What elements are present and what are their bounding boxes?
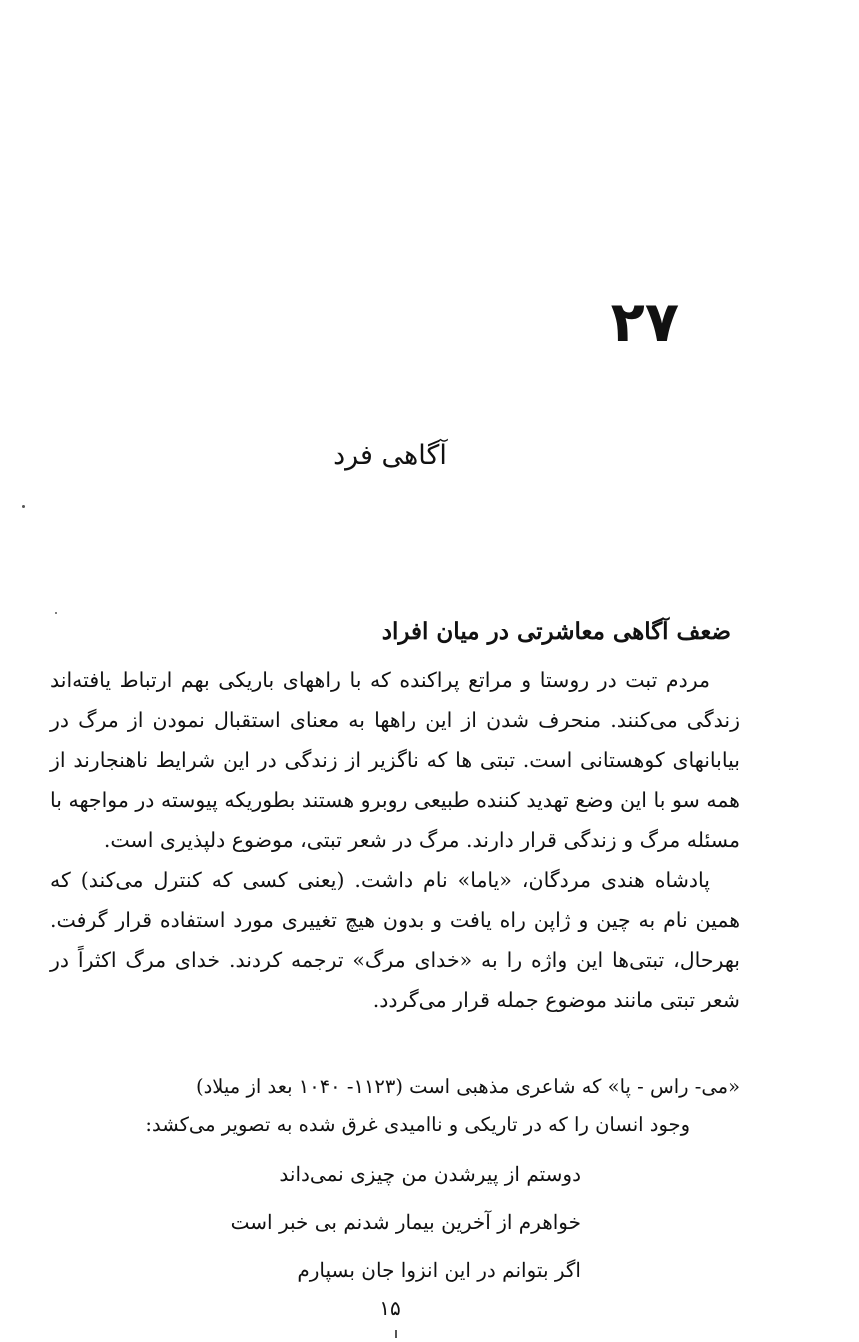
poem-line: خواهرم از آخرین بیمار شدنم بی خبر است	[230, 1210, 581, 1234]
chapter-number: ۲۷	[610, 290, 679, 355]
paragraph: مردم تبت در روستا و مراتع پراکنده که با راههای باریکی بهم ارتباط یافته‌اند زندگی می‌کنند. منحرف شدن از این راهها به معنای استقبال نمودن از مرگ در بیابانهای کوهستانی است. تبتی ها که ناگزیر از زندگی در این شرایط ناهنجارند از همه سو با این وضع تهدید کننده طبیعی روبرو هستند بطوریکه پیوسته در مواجهه با مسئله مرگ و زندگی قرار دارند. مرگ در شعر تبتی، موضوع دلپذیری است.	[50, 668, 740, 852]
poem-intro-line: «می- راس - پا» که شاعری مذهبی است (۱۱۲۳- ۱۰۴۰ بعد از میلاد)	[196, 1075, 740, 1098]
poem	[231, 1150, 581, 1294]
section-heading: ضعف آگاهی معاشرتی در میان افراد	[381, 618, 731, 645]
scan-speck	[55, 612, 57, 614]
poem-line: اگر بتوانم در این انزوا جان بسپارم	[297, 1258, 581, 1282]
scan-speck	[395, 1330, 397, 1338]
poem-line: دوستم از پیرشدن من چیزی نمی‌داند	[279, 1162, 581, 1186]
scan-speck	[22, 505, 25, 508]
page-number: ۱۵	[379, 1296, 401, 1320]
chapter-title: آگاهی فرد	[333, 440, 447, 471]
poem-intro	[60, 1068, 740, 1144]
body-text	[50, 660, 740, 1020]
paragraph: پادشاه هندی مردگان، «یاما» نام داشت. (یعنی کسی که کنترل می‌کند) که همین نام به چین و ژاپن راه یافت و بدون هیچ تغییری مورد استفاده قرار گرفت. بهرحال، تبتی‌ها این واژه را به «خدای مرگ» ترجمه کردند. خدای مرگ اکثراً در شعر تبتی مانند موضوع جمله قرار می‌گردد.	[50, 868, 740, 1012]
poem-intro-line: وجود انسان را که در تاریکی و ناامیدی غرق شده به تصویر می‌کشد:	[145, 1113, 690, 1136]
